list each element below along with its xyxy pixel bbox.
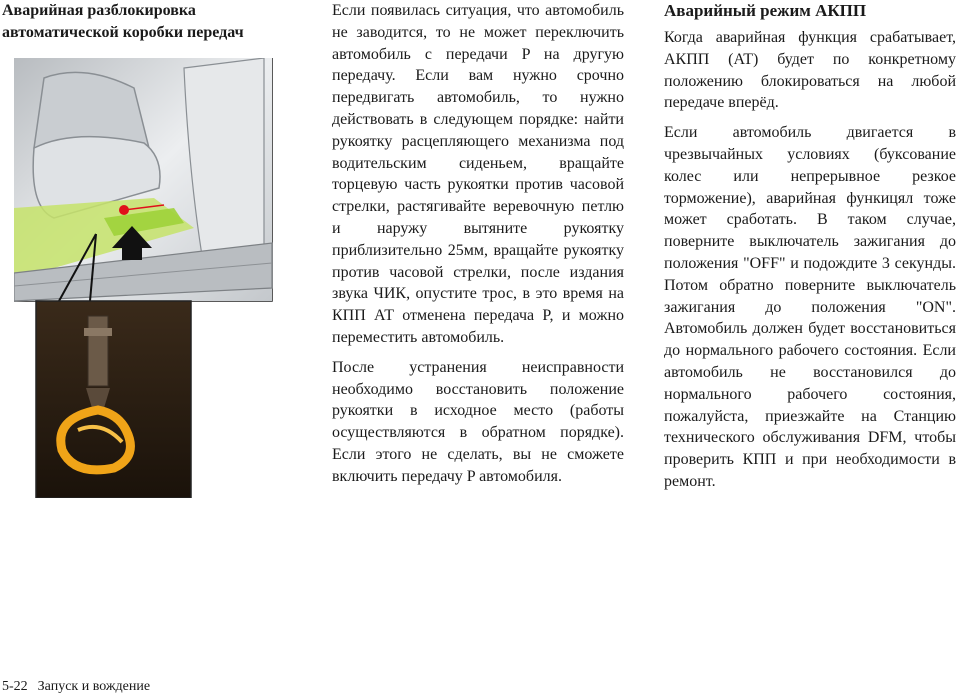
right-column (664, 0, 956, 493)
page-number: 5-22 (2, 679, 28, 694)
paragraph-emergency-recovery: Если автомобиль двигается в чрезвычайных условиях (буксование колес или непрерывное резкое торможение), аварийная функицял тоже может сработать. В таком случае, поверните выключатель зажигания до положения "OFF" и подождите 3 секунды. Потом обратно поверните выключатель зажигания до положения "ON". Автомобиль должен будет восстановиться до нормального рабочего состояния. Если автомобиль не восстановился до нормального рабочего состояния, пожалуйста, приезжайте на Станцию технического обслуживания DFM, чтобы проверить КПП и при необходимости в ремонт. (664, 124, 956, 490)
seat-release-figure (14, 58, 286, 498)
page-footer (2, 678, 160, 696)
section-title: Запуск и вождение (37, 679, 151, 694)
paragraph-unlock-procedure: Если появилась ситуация, что автомобиль не заводится, то не может переключить автомобиль с передачи P на другую передачу. Если вам нужно срочно передвигать автомобиль, то нужно действовать в следующем порядке: найти рукоятку расцепляющего механизма под водительским сиденьем, вращайте торцевую часть рукоятки против часовой стрелки, растягивайте веревочную петлю и наружу вытяните рукоятку приблизительно 25мм, вращайте рукоятку против часовой стрелки, после издания звука ЧИК, опустите трос, в это время на КПП АТ отменена передача P, и можно переместить автомобиль. (332, 2, 624, 346)
seat-release-handle-illustration (14, 58, 286, 498)
middle-column (332, 0, 624, 488)
left-column (2, 0, 292, 44)
paragraph-emergency-lock: Когда аварийная функция срабатывает, АКПП (AT) будет по конкретному положению блокироваться на любой передаче вперёд. (664, 29, 956, 112)
section-heading-unlock: Аварийная разблокировка автоматической коробки передач (2, 2, 244, 41)
section-heading-emergency-mode: Аварийный режим АКПП (664, 1, 867, 20)
paragraph-restore-handle: После устранения неисправности необходимо восстановить положение рукоятки в исходное место (работы осуществляются в обратном порядке). Если этого не сделать, вы не сможете включить передачу P автомобиля. (332, 358, 624, 485)
